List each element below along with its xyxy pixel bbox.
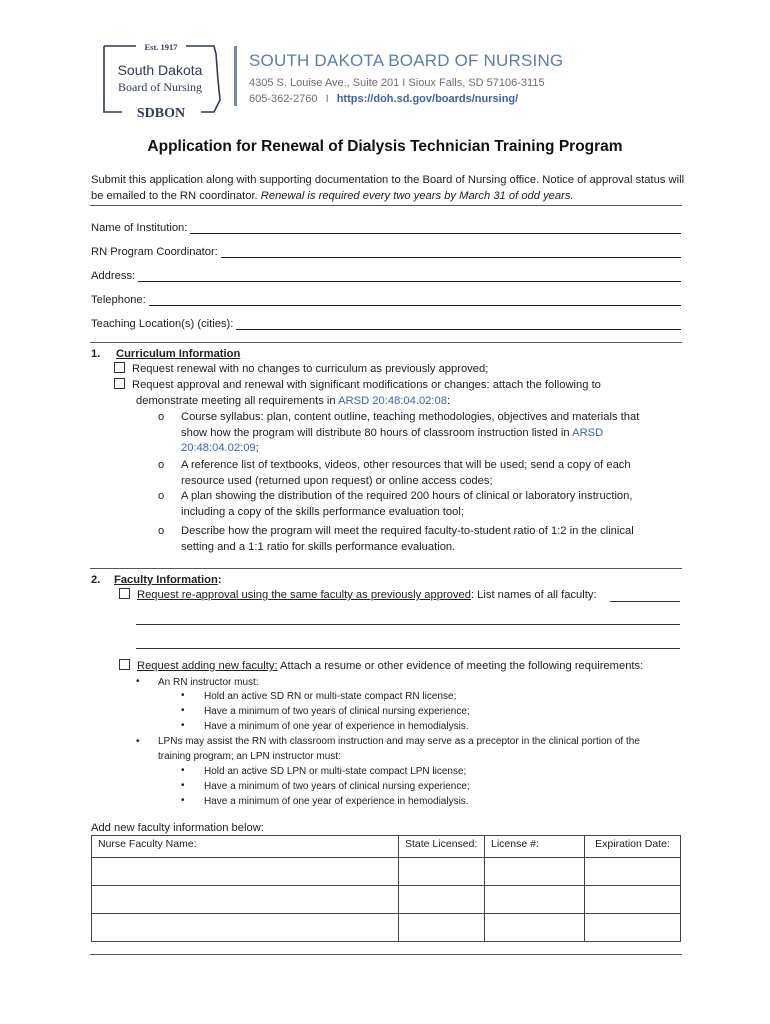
org-phone: 605-362-2760 xyxy=(249,93,318,105)
list-item: Course syllabus: plan, content outline, teaching methodologies, objectives and materials that show how the program will distribute 80 hours of classroom instruction listed in ARSD 20:48:04.02:09; xyxy=(181,411,640,454)
checkbox[interactable] xyxy=(114,362,125,373)
svg-text:Est. 1917: Est. 1917 xyxy=(144,42,178,52)
contact-separator: I xyxy=(325,93,329,105)
svg-text:South Dakota: South Dakota xyxy=(117,62,203,78)
arsd-link[interactable]: 20:48:04.02:09 xyxy=(181,442,256,454)
checkbox[interactable] xyxy=(119,588,130,599)
checkbox[interactable] xyxy=(114,378,125,389)
column-header: Nurse Faculty Name: xyxy=(92,836,399,858)
list-item: Have a minimum of two years of clinical nursing experience; xyxy=(204,781,470,792)
telephone-input[interactable] xyxy=(149,294,681,306)
coordinator-input[interactable] xyxy=(221,246,681,258)
address-field[interactable] xyxy=(91,270,681,282)
svg-text:SDBON: SDBON xyxy=(136,106,186,121)
arsd-link[interactable]: ARSD 20:48:04.02:08 xyxy=(338,395,447,407)
list-item: Have a minimum of one year of experience in hemodialysis. xyxy=(204,721,469,732)
column-header: State Licensed: xyxy=(399,836,485,858)
table-cell-input[interactable] xyxy=(399,886,485,914)
sdbon-logo xyxy=(96,40,226,122)
table-cell-input[interactable] xyxy=(585,858,681,886)
divider xyxy=(90,342,682,343)
table-cell-input[interactable] xyxy=(92,886,399,914)
table-row xyxy=(92,914,681,942)
column-header: Expiration Date: xyxy=(585,836,681,858)
header-divider xyxy=(234,46,237,106)
arsd-link[interactable]: ARSD xyxy=(572,426,604,439)
org-address: 4305 S. Louise Ave., Suite 201 I Sioux Falls, SD 57106-3115 xyxy=(249,77,545,89)
reapproval-option[interactable]: Request re-approval using the same faculty as previously approved: List names of all faculty: xyxy=(119,588,597,604)
table-caption: Add new faculty information below: xyxy=(91,822,264,834)
list-item: A plan showing the distribution of the required 200 hours of clinical or laboratory instruction, including a copy of the skills performance evaluation tool; xyxy=(181,490,633,518)
field-label: Telephone: xyxy=(91,294,146,306)
list-item: Hold an active SD RN or multi-state compact RN license; xyxy=(204,691,457,702)
org-url-link[interactable]: https://doh.sd.gov/boards/nursing/ xyxy=(336,93,519,105)
bullet-marker: o xyxy=(158,459,165,471)
bullet-icon: • xyxy=(136,676,140,687)
section1-number: 1. xyxy=(91,348,101,360)
table-cell-input[interactable] xyxy=(585,914,681,942)
bullet-icon: • xyxy=(136,736,140,747)
faculty-names-input[interactable] xyxy=(136,648,680,649)
page-title: Application for Renewal of Dialysis Technician Training Program xyxy=(147,138,623,155)
bullet-marker: o xyxy=(158,411,165,423)
rn-heading: An RN instructor must: xyxy=(158,677,259,688)
coordinator-field[interactable] xyxy=(91,246,681,258)
address-input[interactable] xyxy=(138,270,681,282)
table-row xyxy=(92,886,681,914)
list-item: Have a minimum of two years of clinical nursing experience; xyxy=(204,706,470,717)
table-cell-input[interactable] xyxy=(92,858,399,886)
field-label: Teaching Location(s) (cities): xyxy=(91,318,234,330)
telephone-field[interactable] xyxy=(91,294,681,306)
table-row xyxy=(92,858,681,886)
bullet-icon: • xyxy=(181,765,185,776)
column-header: License #: xyxy=(485,836,585,858)
faculty-table xyxy=(91,835,681,942)
table-header-row xyxy=(92,836,681,858)
bullet-icon: • xyxy=(181,705,185,716)
table-cell-input[interactable] xyxy=(485,886,585,914)
table-cell-input[interactable] xyxy=(92,914,399,942)
faculty-names-input[interactable] xyxy=(610,601,680,602)
institution-field[interactable] xyxy=(91,222,681,234)
list-item: Have a minimum of one year of experience in hemodialysis. xyxy=(204,796,469,807)
field-label: RN Program Coordinator: xyxy=(91,246,218,258)
intro-text: Submit this application along with supporting documentation to the Board of Nursing office. Notice of approval status will be emailed to the RN coordinator. Renewal is required every two years by March 31 of odd years. xyxy=(91,174,685,202)
table-cell-input[interactable] xyxy=(485,858,585,886)
bullet-icon: • xyxy=(181,690,185,701)
table-cell-input[interactable] xyxy=(399,858,485,886)
institution-input[interactable] xyxy=(190,222,681,234)
lpn-heading: LPNs may assist the RN with classroom instruction and may serve as a preceptor in the clinical portion of the training program; an LPN instructor must: xyxy=(158,736,640,762)
teaching-location-input[interactable] xyxy=(236,318,681,330)
divider xyxy=(90,568,682,569)
renewal-note: Renewal is required every two years by March 31 of odd years. xyxy=(260,190,574,202)
field-label: Name of Institution: xyxy=(91,222,188,234)
bullet-marker: o xyxy=(158,490,165,502)
list-item: Describe how the program will meet the required faculty-to-student ratio of 1:2 in the clinical setting and a 1:1 ratio for skills performance evaluation. xyxy=(181,525,634,553)
checkbox[interactable] xyxy=(119,659,130,670)
teaching-location-field[interactable] xyxy=(91,318,681,330)
section1-heading: Curriculum Information xyxy=(116,348,241,360)
field-label: Address: xyxy=(91,270,136,282)
divider xyxy=(90,954,682,955)
org-contact xyxy=(249,93,518,105)
section2-heading: Faculty Information: xyxy=(114,574,222,586)
bullet-marker: o xyxy=(158,525,165,537)
renewal-no-change-option[interactable]: Request renewal with no changes to curriculum as previously approved; xyxy=(114,362,488,378)
divider xyxy=(90,205,682,206)
new-faculty-option[interactable]: Request adding new faculty: Attach a resume or other evidence of meeting the following requirements: xyxy=(119,659,643,675)
org-name: SOUTH DAKOTA BOARD OF NURSING xyxy=(249,51,564,70)
table-cell-input[interactable] xyxy=(399,914,485,942)
section2-number: 2. xyxy=(91,574,101,586)
list-item: A reference list of textbooks, videos, other resources that will be used; send a copy of each resource used (returned upon request) or online access codes; xyxy=(181,459,631,487)
faculty-names-input[interactable] xyxy=(136,624,680,625)
requirements-text: demonstrate meeting all requirements in ARSD 20:48:04.02:08: xyxy=(136,395,451,407)
table-cell-input[interactable] xyxy=(585,886,681,914)
renewal-modifications-option[interactable]: Request approval and renewal with significant modifications or changes: attach the following to xyxy=(114,378,601,394)
bullet-icon: • xyxy=(181,795,185,806)
table-cell-input[interactable] xyxy=(485,914,585,942)
list-item: Hold an active SD LPN or multi-state compact LPN license; xyxy=(204,766,467,777)
bullet-icon: • xyxy=(181,780,185,791)
bullet-icon: • xyxy=(181,720,185,731)
svg-text:Board of Nursing: Board of Nursing xyxy=(118,80,202,94)
